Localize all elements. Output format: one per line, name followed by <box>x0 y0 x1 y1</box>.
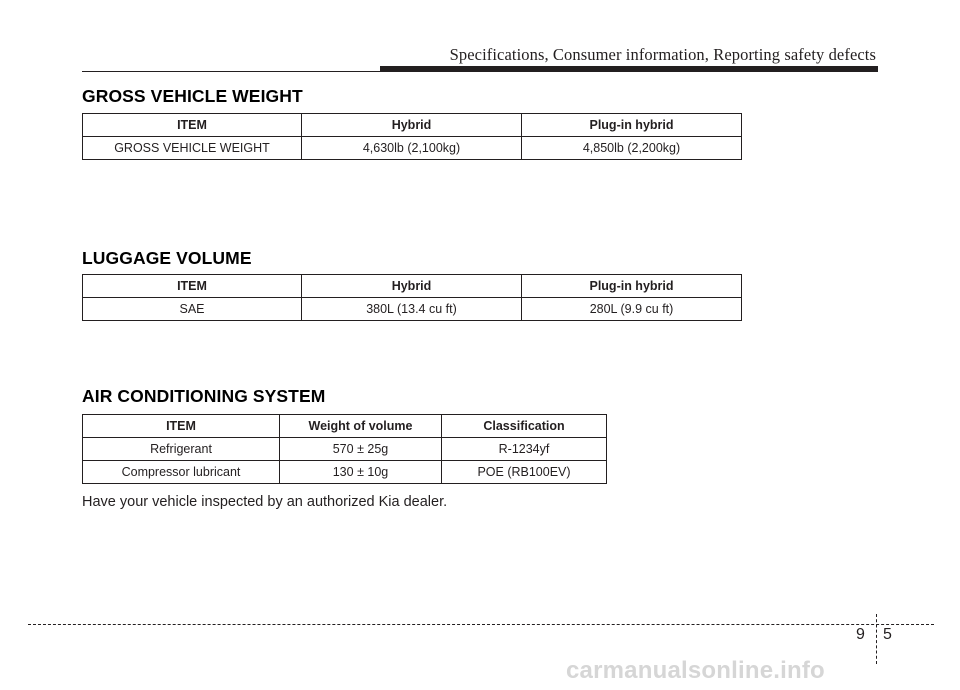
table-row <box>83 298 742 321</box>
column-header-plugin-hybrid: Plug-in hybrid <box>522 275 742 298</box>
table-header-row <box>83 275 742 298</box>
luggage-volume-title: LUGGAGE VOLUME <box>82 248 252 268</box>
table-row <box>83 438 607 461</box>
column-header-classification: Classification <box>442 415 607 438</box>
page-header-title: Specifications, Consumer information, Reporting safety defects <box>449 45 876 64</box>
column-header-hybrid: Hybrid <box>302 275 522 298</box>
table-row <box>83 461 607 484</box>
column-header-weight: Weight of volume <box>280 415 442 438</box>
column-header-item: ITEM <box>83 415 280 438</box>
table-cell: Compressor lubricant <box>83 461 280 484</box>
table-row <box>83 137 742 160</box>
column-header-item: ITEM <box>83 275 302 298</box>
watermark: carmanualsonline.info <box>566 657 825 684</box>
inspection-note: Have your vehicle inspected by an authorized Kia dealer. <box>82 494 448 510</box>
table-cell: SAE <box>83 298 302 321</box>
footer-rule <box>28 624 934 625</box>
table-cell: Refrigerant <box>83 438 280 461</box>
page-number: 5 <box>883 626 892 643</box>
table-cell: 280L (9.9 cu ft) <box>522 298 742 321</box>
table-cell: R-1234yf <box>442 438 607 461</box>
column-header-plugin-hybrid: Plug-in hybrid <box>522 114 742 137</box>
table-cell: 570 ± 25g <box>280 438 442 461</box>
table-cell: 4,850lb (2,200kg) <box>522 137 742 160</box>
table-cell: 130 ± 10g <box>280 461 442 484</box>
gross-weight-table <box>82 113 742 160</box>
gross-weight-title: GROSS VEHICLE WEIGHT <box>82 86 303 106</box>
table-header-row <box>83 415 607 438</box>
air-conditioning-table <box>82 414 607 484</box>
luggage-volume-table <box>82 274 742 321</box>
column-header-hybrid: Hybrid <box>302 114 522 137</box>
header-rule-thick <box>380 66 878 72</box>
table-header-row <box>83 114 742 137</box>
air-conditioning-title: AIR CONDITIONING SYSTEM <box>82 386 326 406</box>
table-cell: GROSS VEHICLE WEIGHT <box>83 137 302 160</box>
chapter-number: 9 <box>856 626 865 643</box>
table-cell: POE (RB100EV) <box>442 461 607 484</box>
table-cell: 4,630lb (2,100kg) <box>302 137 522 160</box>
table-cell: 380L (13.4 cu ft) <box>302 298 522 321</box>
column-header-item: ITEM <box>83 114 302 137</box>
footer-divider <box>876 614 877 664</box>
